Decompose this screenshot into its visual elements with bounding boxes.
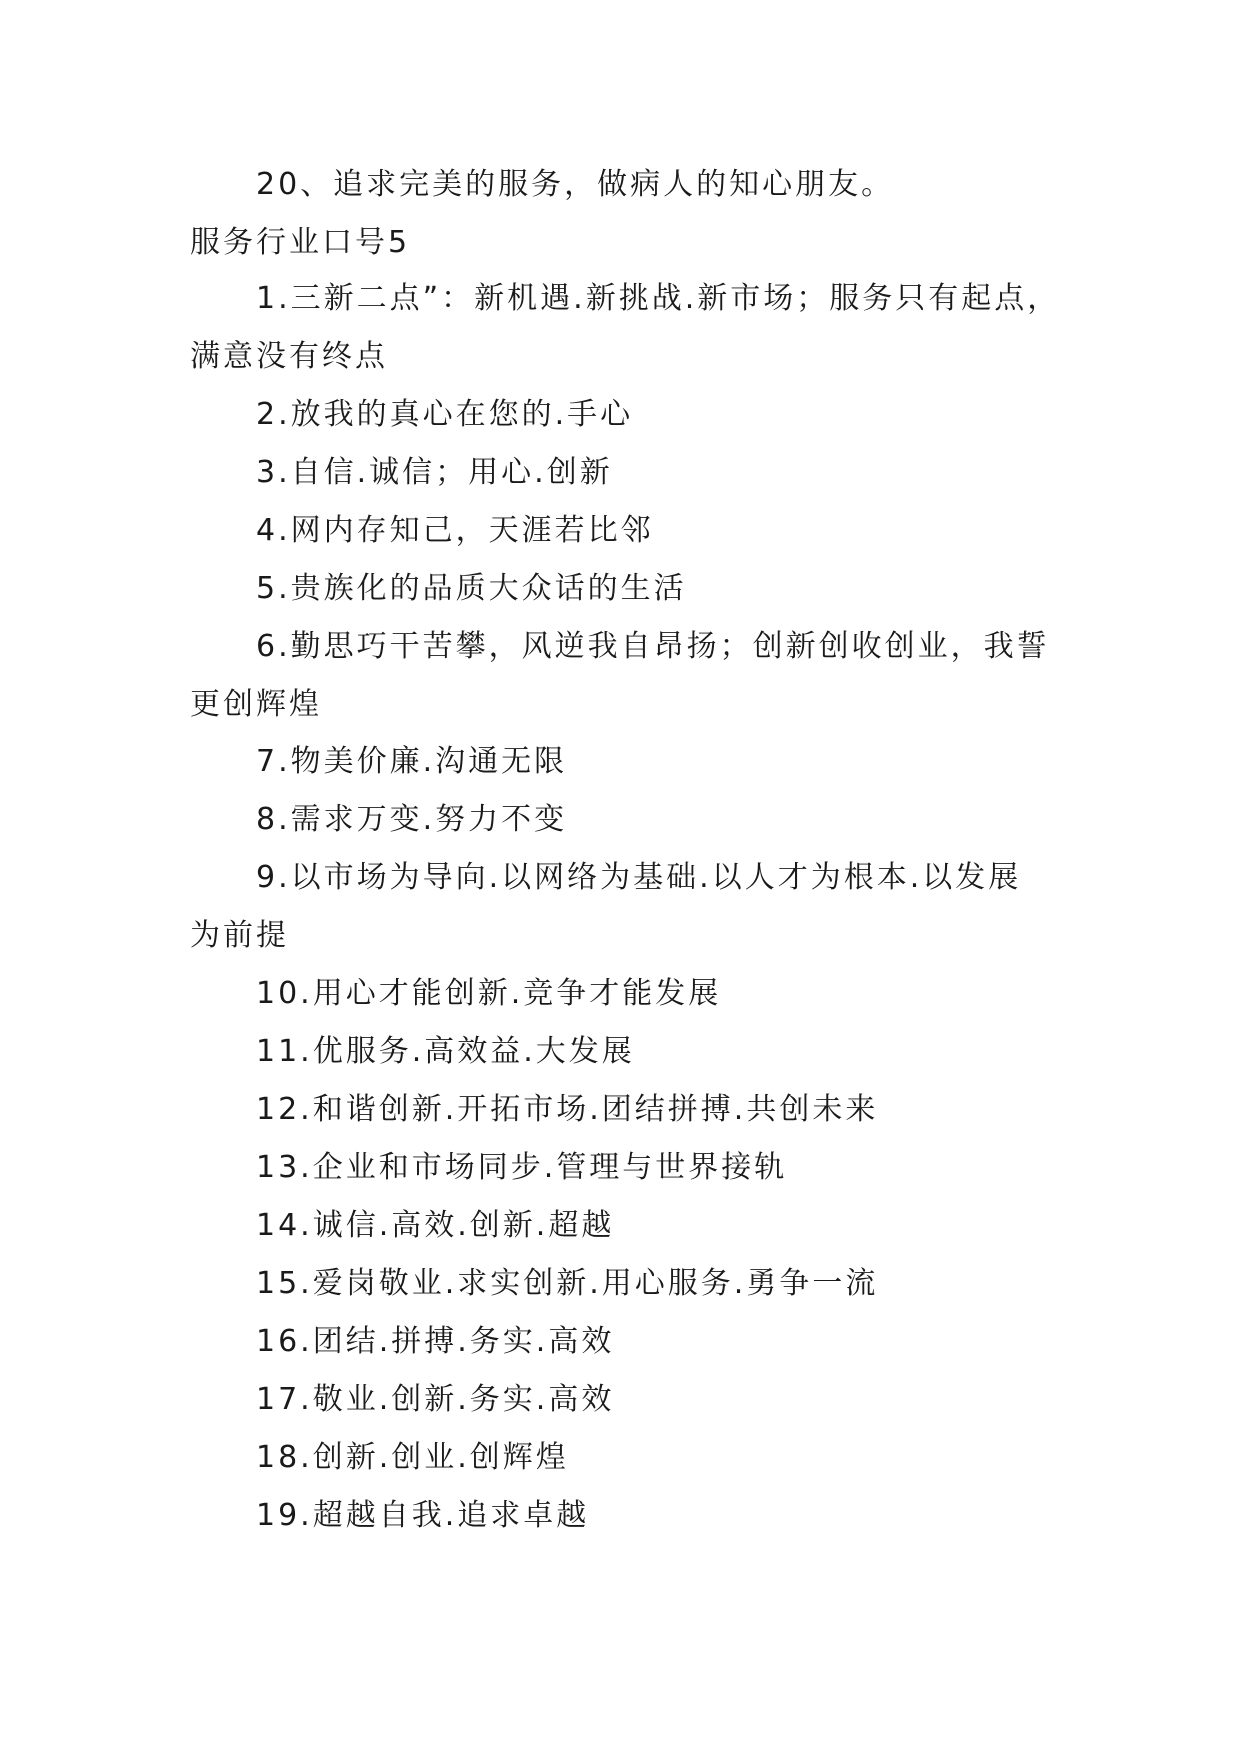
slogan-11: 11.优服务.高效益.大发展 (256, 1034, 635, 1069)
slogan-8: 8.需求万变.努力不变 (256, 802, 568, 837)
section-heading: 服务行业口号5 (190, 225, 411, 260)
slogan-12: 12.和谐创新.开拓市场.团结拼搏.共创未来 (256, 1092, 879, 1127)
slogan-3: 3.自信.诚信；用心.创新 (256, 455, 613, 490)
slogan-4: 4.网内存知己，天涯若比邻 (256, 513, 654, 548)
slogan-15: 15.爱岗敬业.求实创新.用心服务.勇争一流 (256, 1266, 879, 1301)
slogan-9: 9.以市场为导向.以网络为基础.以人才为根本.以发展 (256, 860, 1022, 895)
slogan-2: 2.放我的真心在您的.手心 (256, 397, 634, 432)
slogan-17: 17.敬业.创新.务实.高效 (256, 1382, 615, 1417)
slogan-18: 18.创新.创业.创辉煌 (256, 1440, 569, 1475)
slogan-14: 14.诚信.高效.创新.超越 (256, 1208, 615, 1243)
slogan-16: 16.团结.拼搏.务实.高效 (256, 1324, 615, 1359)
slogan-10: 10.用心才能创新.竞争才能发展 (256, 976, 722, 1011)
slogan-1: 1.三新二点”：新机遇.新挑战.新市场；服务只有起点， (256, 281, 1061, 316)
slogan-1-continued: 满意没有终点 (190, 339, 388, 374)
slogan-6: 6.勤思巧干苦攀，风逆我自昂扬；创新创收创业，我誓 (256, 629, 1050, 664)
slogan-19: 19.超越自我.追求卓越 (256, 1498, 590, 1533)
slogan-6-continued: 更创辉煌 (190, 687, 322, 722)
slogan-7: 7.物美价廉.沟通无限 (256, 744, 568, 779)
slogan-20: 20、追求完美的服务，做病人的知心朋友。 (256, 167, 895, 202)
slogan-9-continued: 为前提 (190, 918, 289, 953)
slogan-13: 13.企业和市场同步.管理与世界接轨 (256, 1150, 788, 1185)
slogan-5: 5.贵族化的品质大众话的生活 (256, 571, 687, 606)
